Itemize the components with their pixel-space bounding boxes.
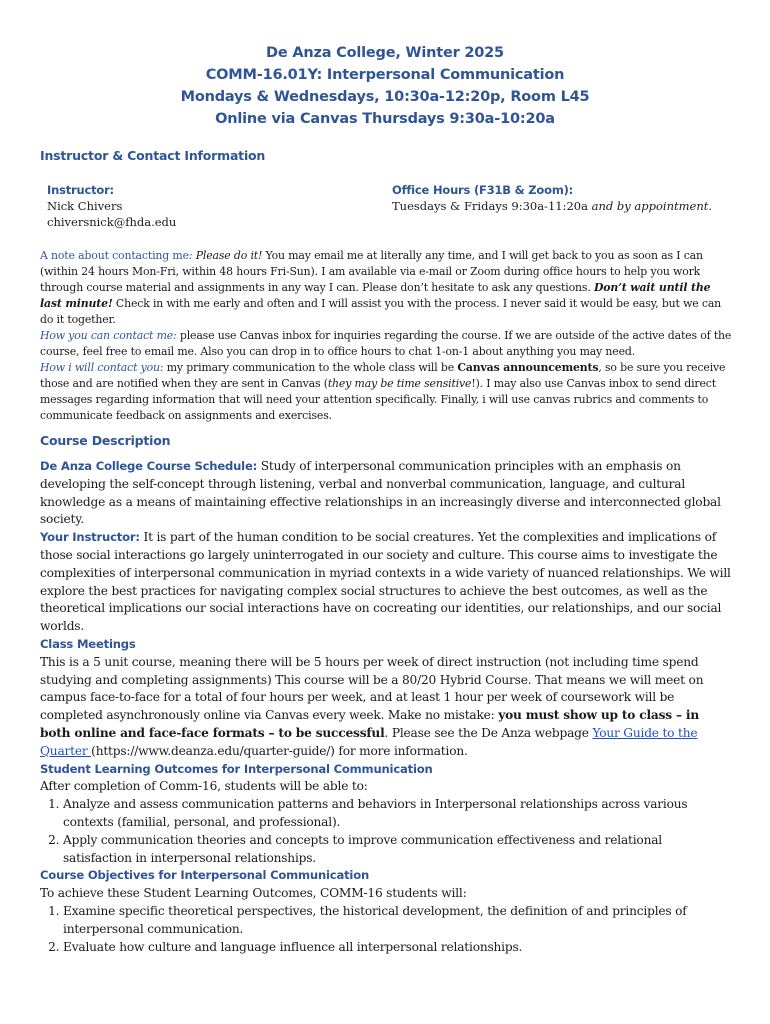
note-text-2: Check in with me early and often and I will assist you with the process. I never said it would be easy, but we can do it together. (40, 297, 722, 326)
note-please: Please do it! (195, 249, 263, 262)
office-hours-appointment: and by appointment. (591, 199, 713, 213)
objective-item: 1. Examine specific theoretical perspectives, the historical development, the definition of and principles of interpersonal communication. (63, 903, 732, 939)
how-i-text-1: my primary communication to the whole class will be (163, 361, 458, 374)
instructor-paragraph (40, 529, 732, 636)
time-sensitive: they may be time sensitive (327, 377, 472, 390)
slo-list (40, 796, 732, 867)
schedule-lead: De Anza College Course Schedule: (40, 459, 258, 473)
class-meetings-heading: Class Meetings (40, 636, 136, 651)
schedule-paragraph (40, 458, 732, 529)
office-hours-value (392, 198, 712, 214)
how-i-text-3: !). I may also use Canvas inbox to send direct messages regarding information that will need your attention specifically. Finally, i will use canvas rubrics and comments to communicate feedback on assignments and exercises. (40, 377, 716, 422)
how-you-lead: How you can contact me: (40, 329, 177, 342)
class-meetings-paragraph (40, 654, 732, 761)
slo-intro: After completion of Comm-16, students will be able to: (40, 779, 368, 794)
contact-note-paragraph (40, 248, 732, 328)
how-i-lead: How i will contact you: (40, 361, 164, 374)
office-hours-label: Office Hours (F31B & Zoom): (392, 183, 574, 197)
objectives-list (40, 903, 732, 956)
your-instructor-text: It is part of the human condition to be social creatures. Yet the complexities and implications of those social interactions go largely uninterrogated in our society and culture. This course aims to investigate the complexities of interpersonal communication in myriad contexts in a wide variety of nuanced relationships. We will explore the best practices for navigating complex social structures to achieve the best outcomes, as well as the theoretical implications our social interactions have on cocreating our identities, our relationships, and our social worlds. (40, 530, 731, 634)
contact-note (40, 248, 732, 424)
meetings-text-2: . Please see the De Anza webpage (384, 725, 593, 740)
document-title (0, 42, 770, 130)
instructor-block (47, 182, 176, 230)
schedule-text: Study of interpersonal communication principles with an emphasis on developing the self-concept through listening, verbal and nonverbal communication, language, and cultural knowledge as a means of maintaining effective relationships in an increasingly diverse and interconnected global society. (40, 459, 721, 527)
note-lead: A note about contacting me (40, 249, 189, 262)
contact-heading: Instructor & Contact Information (40, 148, 266, 163)
how-you-text: please use Canvas inbox for inquiries regarding the course. If we are outside of the active dates of the course, feel free to email me. Also you can drop in to office hours to chat 1-on-1 about anything you may need. (40, 329, 732, 358)
title-line-college: De Anza College, Winter 2025 (266, 45, 504, 61)
title-line-online: Online via Canvas Thursdays 9:30a-10:20a (215, 111, 555, 127)
meetings-text-1: This is a 5 unit course, meaning there will be 5 hours per week of direct instruction (not including time spend studying and completing assignments) This course will be a 80/20 Hybrid Course. That means we will meet on campus face-to-face for a total of four hours per week, and at least 1 hour per week of coursework will be completed asynchronously online via Canvas every week. Make no mistake: (40, 654, 704, 723)
course-description-heading: Course Description (40, 433, 171, 448)
objective-item: 2. Evaluate how culture and language influence all interpersonal relationships. (63, 939, 732, 957)
note-colon: : (188, 249, 193, 262)
how-you-contact-paragraph (40, 328, 732, 360)
slo-heading: Student Learning Outcomes for Interpersonal Communication (40, 761, 433, 776)
office-hours-block (392, 182, 712, 214)
office-hours-times: Tuesdays & Fridays 9:30a-11:20a (392, 199, 588, 213)
meetings-emphasis: you must show up to class – in both online and face-face formats – to be successful (40, 708, 700, 740)
note-dont-wait: Don’t wait until the last minute! (40, 281, 711, 310)
how-i-text-2: , so be sure you receive those and are notified when they are sent in Canvas ( (40, 361, 726, 390)
instructor-label: Instructor: (47, 183, 114, 197)
your-instructor-lead: Your Instructor: (40, 530, 140, 545)
objectives-heading: Course Objectives for Interpersonal Communication (40, 868, 370, 883)
meetings-text-3: (https://www.deanza.edu/quarter-guide/) for more information. (91, 743, 468, 758)
title-line-schedule: Mondays & Wednesdays, 10:30a-12:20p, Room L45 (180, 89, 590, 105)
course-description-body (40, 458, 732, 956)
slo-item: 1. Analyze and assess communication patterns and behaviors in Interpersonal relationships across various contexts (familial, personal, and professional). (63, 796, 732, 832)
quarter-guide-link[interactable]: Your Guide to the Quarter (40, 725, 698, 758)
slo-item: 2. Apply communication theories and concepts to improve communication effectiveness and relational satisfaction in interpersonal relationships. (63, 832, 732, 868)
canvas-announcements: Canvas announcements (457, 361, 599, 374)
instructor-name: Nick Chivers (47, 199, 123, 213)
title-line-course: COMM-16.01Y: Interpersonal Communication (205, 67, 565, 83)
note-text-1: You may email me at literally any time, and I will get back to you as soon as I can (within 24 hours Mon-Fri, within 48 hours Fri-Sun). I am available via e-mail or Zoom during office hours to help you work through course material and assignments in any way I can. Please don’t hesitate to ask any questions. (40, 249, 703, 294)
instructor-email: chiversnick@fhda.edu (47, 215, 177, 229)
how-i-contact-paragraph (40, 360, 732, 424)
objectives-intro: To achieve these Student Learning Outcomes, COMM-16 students will: (40, 886, 467, 901)
